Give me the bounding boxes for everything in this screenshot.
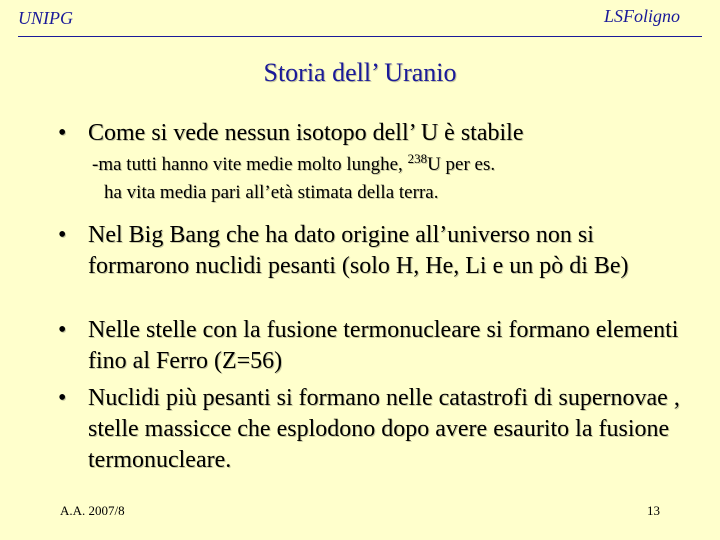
bullet-marker: • [58, 222, 67, 248]
bullet-marker: • [58, 120, 67, 146]
sub-note-text: -ma tutti hanno vite medie molto lunghe, [92, 154, 408, 175]
bullet-item [58, 220, 688, 282]
isotope-mass-number: 238 [407, 151, 428, 166]
page-number: 13 [647, 503, 660, 518]
bullet-marker: • [58, 385, 67, 411]
header-school: LSFoligno [603, 6, 680, 26]
bullet-item [58, 118, 688, 149]
bullet-text: Nuclidi più pesanti si formano nelle catastrofi di supernovae , stelle massicce che esplodono dopo avere esaurito la fusione termonucleare. [88, 385, 680, 473]
bullet-marker: • [58, 317, 67, 343]
header-university: UNIPG [18, 8, 73, 28]
bullet-text: Come si vede nessun isotopo dell’ U è stabile [88, 120, 524, 146]
sub-note-line-2: ha vita media pari all’età stimata della terra. [104, 182, 439, 203]
sub-note-text: U per es. [427, 154, 496, 175]
footer-academic-year: A.A. 2007/8 [60, 503, 125, 518]
bullet-text: Nel Big Bang che ha dato origine all’universo non si formarono nuclidi pesanti (solo H, He, Li e un pò di Be) [88, 222, 629, 279]
bullet-text: Nelle stelle con la fusione termonucleare si formano elementi fino al Ferro (Z=56) [88, 317, 679, 374]
slide-title: Storia dell’ Uranio [263, 58, 457, 87]
header-divider [18, 36, 702, 37]
bullet-item [58, 383, 688, 476]
bullet-item [58, 315, 688, 377]
sub-note-line-1 [92, 152, 495, 178]
